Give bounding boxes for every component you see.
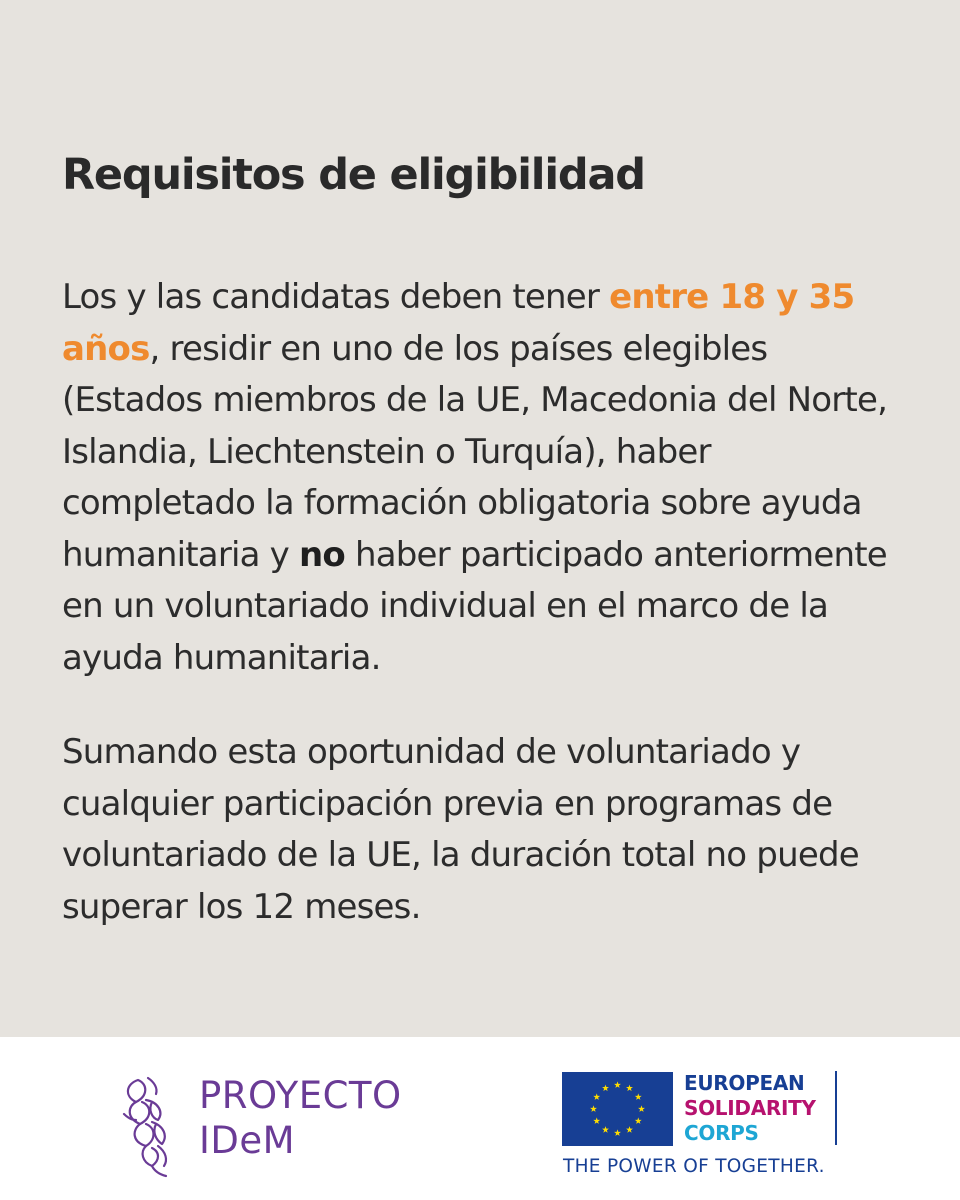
eligibility-paragraph [62,272,912,684]
esc-word-solidarity: SOLIDARITY [684,1096,816,1120]
eu-flag-icon [562,1072,673,1146]
paragraph-middle: , residir en uno de los países elegibles (Estados miembros de la UE, Macedonia del Norte, Islandia, Liechtenstein o Turquía), haber completado la formación obligatoria sobre ayuda humanitaria y [62,328,888,575]
esc-wordmark [684,1071,816,1146]
paragraph-end: haber participado anteriormente en un voluntariado individual en el marco de la ayuda humanitaria. [62,534,887,678]
esc-word-corps: CORPS [684,1121,759,1145]
paragraph-intro: Los y las candidatas deben tener [62,277,610,317]
esc-word-european: EUROPEAN [684,1071,805,1095]
negation-emphasis: no [299,534,345,575]
age-highlight: entre 18 y 35 años [62,277,855,369]
esc-tagline: THE POWER OF TOGETHER. [563,1156,825,1177]
page-title: Requisitos de eligibilidad [62,150,645,200]
idem-line-1: PROYECTO [199,1074,402,1117]
braid-icon [118,1074,190,1178]
duration-paragraph: Sumando esta oportunidad de voluntariado y cualquier participación previa en programas de voluntariado de la UE, la duración total no puede superar los 12 meses. [62,732,859,927]
idem-line-2: IDeM [199,1119,296,1162]
idem-wordmark [199,1073,402,1163]
esc-divider [835,1071,837,1145]
